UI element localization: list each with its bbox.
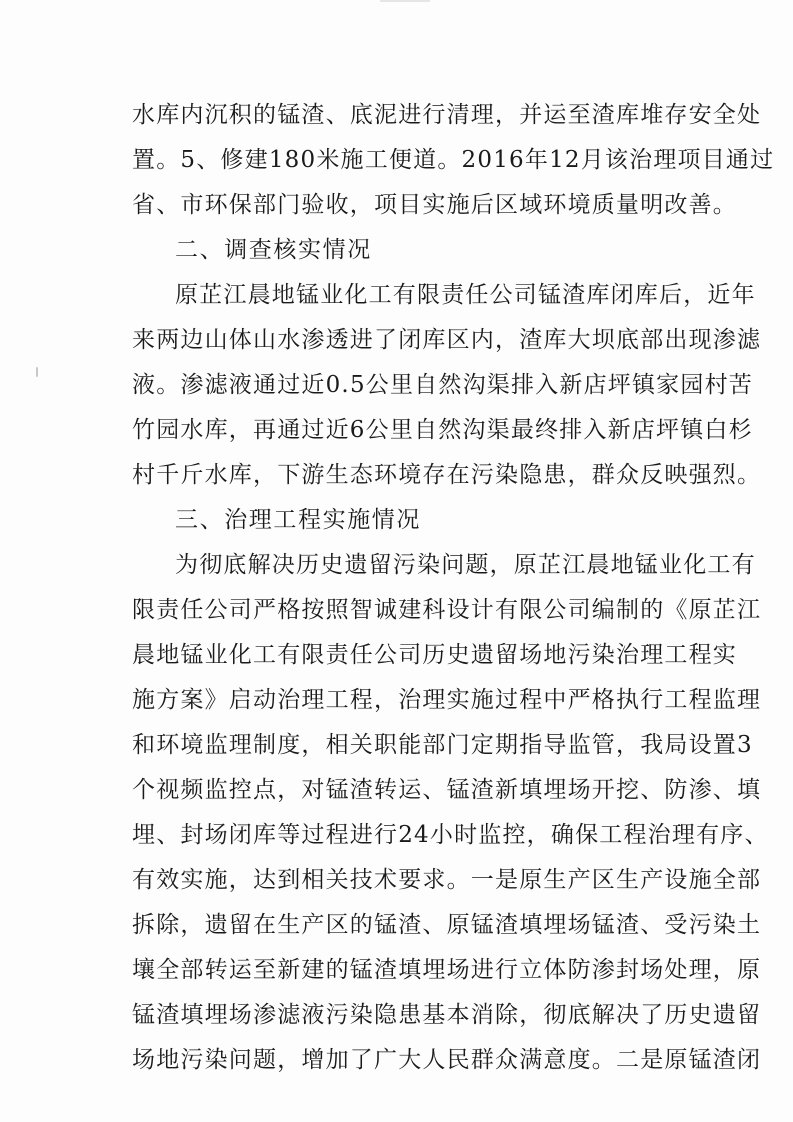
text-line-5: 原芷江晨地锰业化工有限责任公司锰渣库闭库后，近年 — [175, 282, 756, 308]
text-line-6: 来两边山体山水渗透进了闭库区内，渣库大坝底部出现渗滤 — [132, 327, 762, 353]
scan-mark — [36, 367, 38, 377]
text-line-11: 为彻底解决历史遗留污染问题，原芷江晨地锰业化工有 — [175, 552, 756, 578]
text-line-19: 拆除，遗留在生产区的锰渣、原锰渣填埋场锰渣、受污染土 — [132, 912, 762, 938]
text-line-21: 锰渣填埋场渗滤液污染隐患基本消除，彻底解决了历史遗留 — [132, 1002, 762, 1028]
section-heading-investigation: 二、调查核实情况 — [175, 237, 372, 263]
text-line-9: 村千斤水库，下游生态环境存在污染隐患，群众反映强烈。 — [132, 462, 762, 488]
text-line-15: 和环境监理制度，相关职能部门定期指导监管，我局设置3 — [132, 732, 753, 758]
text-line-22: 场地污染问题，增加了广大人民群众满意度。二是原锰渣闭 — [132, 1047, 762, 1073]
text-line-16: 个视频监控点，对锰渣转运、锰渣新填埋场开挖、防渗、填 — [132, 777, 762, 803]
text-line-13: 晨地锰业化工有限责任公司历史遗留场地污染治理工程实 — [132, 642, 737, 668]
text-line-1: 水库内沉积的锰渣、底泥进行清理，并运至渣库堆存安全处 — [132, 102, 762, 128]
text-line-12: 限责任公司严格按照智诚建科设计有限公司编制的《原芷江 — [132, 597, 762, 623]
text-line-2: 置。5、修建180米施工便道。2016年12月该治理项目通过 — [132, 147, 775, 173]
text-line-14: 施方案》启动治理工程，治理实施过程中严格执行工程监理 — [132, 687, 762, 713]
text-line-3: 省、市环保部门验收，项目实施后区域环境质量明改善。 — [132, 192, 737, 218]
text-line-18: 有效实施，达到相关技术要求。一是原生产区生产设施全部 — [132, 867, 762, 893]
section-heading-implementation: 三、治理工程实施情况 — [175, 507, 421, 533]
scan-shadow — [380, 0, 430, 2]
text-line-20: 壤全部转运至新建的锰渣填埋场进行立体防渗封场处理，原 — [132, 957, 762, 983]
text-line-7: 液。渗滤液通过近0.5公里自然沟渠排入新店坪镇家园村苦 — [132, 372, 753, 398]
text-line-17: 埋、封场闭库等过程进行24小时监控，确保工程治理有序、 — [132, 822, 769, 848]
text-line-8: 竹园水库，再通过近6公里自然沟渠最终排入新店坪镇白杉 — [132, 417, 753, 443]
